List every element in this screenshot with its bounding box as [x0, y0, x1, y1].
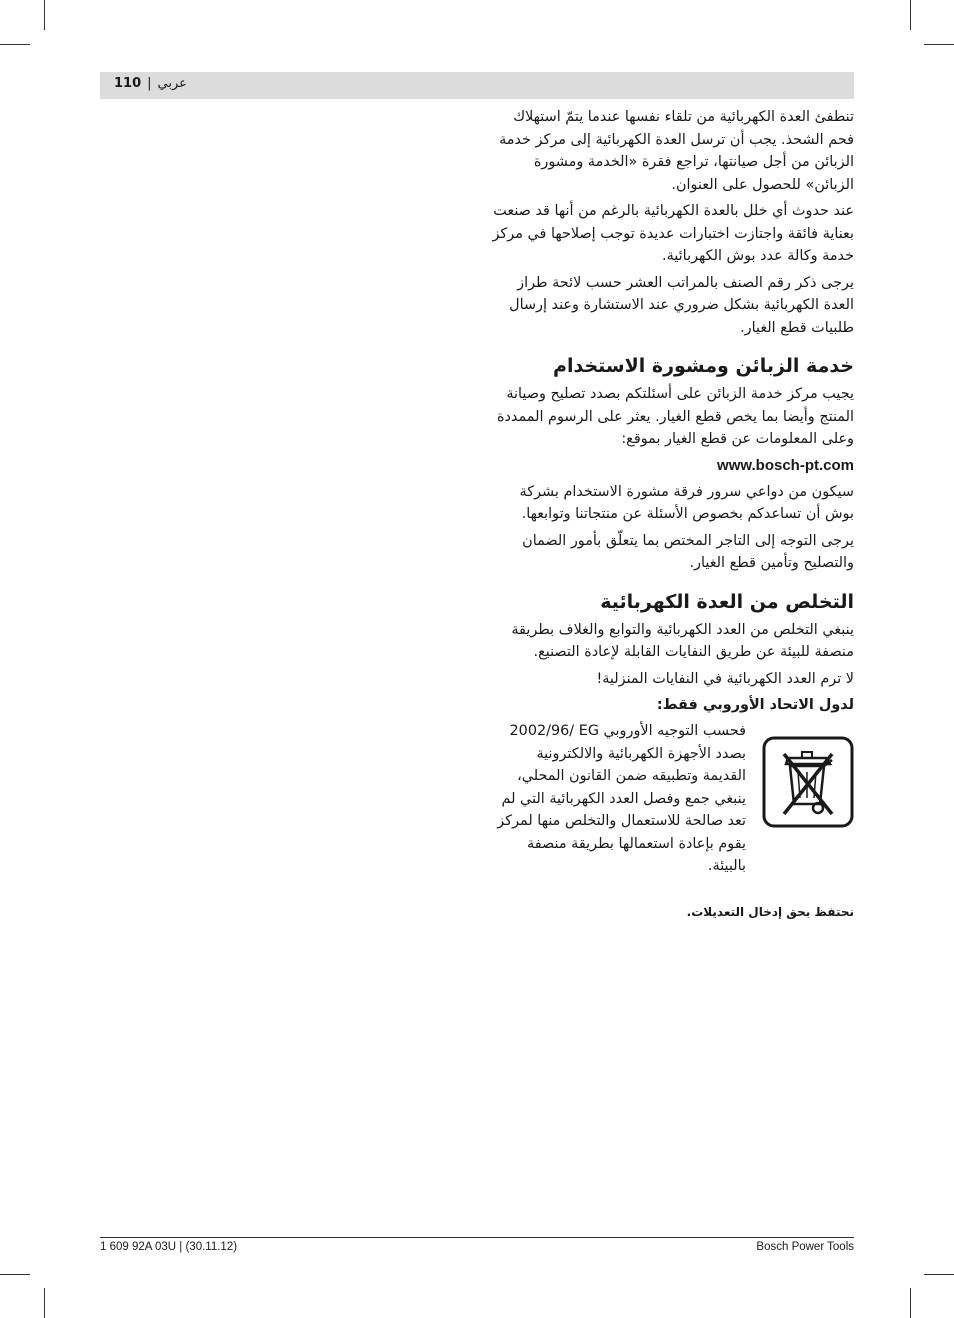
intro-paragraph-1: تنطفئ العدة الكهربائية من تلقاء نفسها عندما يتمّ استهلاك فحم الشحذ. يجب أن ترسل العدة الكهربائية إلى مركز خدمة الزبائن من أجل صيانتها، تراجع فقرة «الخدمة ومشورة الزبائن» للحصول على العنوان.	[499, 109, 854, 193]
crop-mark	[910, 1288, 911, 1318]
disposal-paragraph-1: ينبغي التخلص من العدد الكهربائية والتوابع والغلاف بطريقة منصفة للبيئة عن طريق النفايات القابلة لإعادة التصنيع.	[511, 621, 854, 660]
footer-brand: Bosch Power Tools	[756, 1241, 854, 1253]
modification-note: نحتفظ بحق إدخال التعديلات.	[686, 905, 854, 919]
weee-directive-text: فحسب التوجيه الأوروبي ‎2002/96/‎ EG بصدد الأجهزة الكهربائية والالكترونية القديمة وتطبيقه ضمن القانون المحلي، ينبغي جمع وفصل العدد الكهربائية التي لم تعد صالحة للاستعمال والتخلص منها لمركز يقوم بإعادة استعمالها بطريقة منصفة بالبيئة.	[497, 723, 746, 874]
intro-paragraph-3: يرجى ذكر رقم الصنف بالمراتب العشر حسب لائحة طراز العدة الكهربائية بشكل ضروري عند الاستشارة وعند إرسال طلبيات قطع الغيار.	[509, 274, 854, 336]
service-heading: خدمة الزبائن ومشورة الاستخدام	[553, 355, 854, 377]
crop-mark	[924, 1274, 954, 1275]
service-url-link[interactable]: www.bosch-pt.com	[717, 456, 854, 474]
eu-only-heading: لدول الاتحاد الأوروبي فقط:	[656, 697, 854, 713]
disposal-paragraph-2: لا ترم العدد الكهربائية في النفايات المنزلية!	[596, 670, 854, 687]
header-separator: |	[147, 76, 152, 91]
crop-mark	[44, 0, 45, 30]
crop-mark	[44, 1288, 45, 1318]
page-number: 110	[114, 76, 142, 91]
crop-mark	[924, 44, 954, 45]
crop-mark	[0, 1274, 30, 1275]
weee-block	[490, 720, 854, 919]
service-paragraph-2: سيكون من دواعي سرور فرقة مشورة الاستخدام بشركة بوش أن تساعدكم بخصوص الأسئلة عن منتجاتنا وتوابعها.	[519, 483, 854, 522]
crossed-out-wheelie-bin-icon	[762, 736, 854, 828]
footer-divider	[100, 1237, 854, 1238]
page-header-label	[114, 76, 187, 91]
page-header	[100, 72, 854, 99]
intro-paragraph-2: عند حدوث أي خلل بالعدة الكهربائية بالرغم من أنها قد صنعت بعناية فائقة واجتازت اختبارات عديدة توجب إصلاحها في مركز خدمة وكالة عدد بوش الكهربائية.	[492, 203, 854, 264]
crop-mark	[910, 0, 911, 30]
service-paragraph-3: يرجى التوجه إلى التاجر المختص بما يتعلّق بأمور الضمان والتصليح وتأمين قطع الغيار.	[522, 532, 854, 571]
header-language: عربي	[157, 76, 187, 91]
service-paragraph-1: يجيب مركز خدمة الزبائن على أسئلتكم بصدد تصليح وصيانة المنتج وأيضا بما يخص قطع الغيار. يعثر على الرسوم الممددة وعلى المعلومات عن قطع الغيار بموقع:	[496, 386, 854, 447]
disposal-heading: التخلص من العدة الكهربائية	[600, 590, 854, 613]
content-column	[490, 106, 854, 919]
crop-mark	[0, 44, 30, 45]
footer-doc-id: 1 609 92A 03U | (30.11.12)	[100, 1241, 238, 1253]
